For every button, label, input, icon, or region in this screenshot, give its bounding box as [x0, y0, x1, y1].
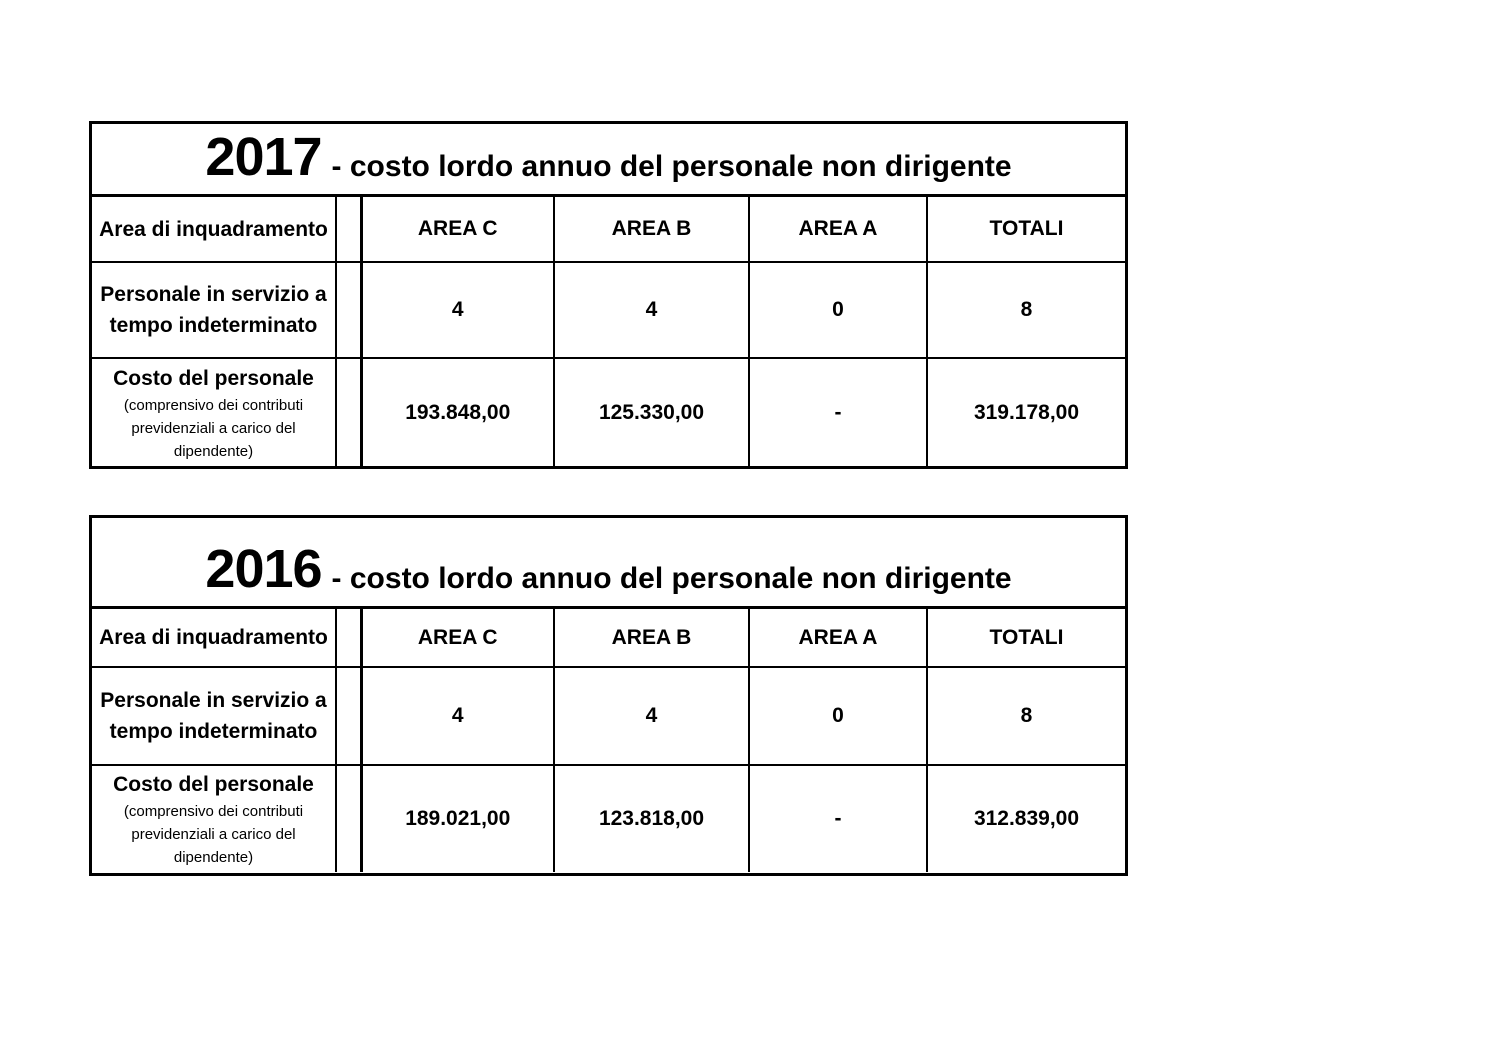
cost-grid: [92, 197, 1125, 466]
personale-label-cell: Personale in servizio a tempo indeterminato: [92, 262, 336, 358]
costo-area-b: 125.330,00: [554, 358, 749, 466]
costo-area-c: 189.021,00: [361, 765, 554, 872]
costo-area-a: -: [749, 358, 927, 466]
costo-row: [92, 358, 1125, 466]
personale-area-a: 0: [749, 667, 927, 765]
personale-totali: 8: [927, 667, 1125, 765]
personale-row: [92, 262, 1125, 358]
cost-table-2016: [89, 515, 1128, 876]
header-area-c: AREA C: [361, 609, 554, 667]
costo-label: Costo del personale: [113, 773, 314, 796]
personale-label-cell: Personale in servizio a tempo indeterminato: [92, 667, 336, 765]
header-area-a: AREA A: [749, 609, 927, 667]
costo-totali: 319.178,00: [927, 358, 1125, 466]
header-row: [92, 609, 1125, 667]
personale-area-c: 4: [361, 667, 554, 765]
header-area-c: AREA C: [361, 197, 554, 262]
header-area-b: AREA B: [554, 609, 749, 667]
personale-area-b: 4: [554, 667, 749, 765]
spacer-cell: [336, 197, 361, 262]
costo-sublabel: (comprensivo dei contributi previdenziali a carico del dipendente): [123, 803, 304, 866]
costo-totali: 312.839,00: [927, 765, 1125, 872]
costo-row: [92, 765, 1125, 872]
spacer-cell: [336, 609, 361, 667]
spacer-cell: [336, 358, 361, 466]
costo-label: Costo del personale: [113, 366, 314, 390]
personale-area-a: 0: [749, 262, 927, 358]
costo-label-cell: [92, 358, 336, 466]
header-area-a: AREA A: [749, 197, 927, 262]
area-label-cell: Area di inquadramento: [92, 197, 336, 262]
header-area-b: AREA B: [554, 197, 749, 262]
personale-area-b: 4: [554, 262, 749, 358]
header-totali: TOTALI: [927, 609, 1125, 667]
spacer-cell: [336, 765, 361, 872]
title-year: 2017: [205, 127, 322, 187]
header-totali: TOTALI: [927, 197, 1125, 262]
title-year: 2016: [205, 539, 322, 599]
title-text: - costo lordo annuo del personale non dirigente: [331, 150, 1012, 183]
costo-area-b: 123.818,00: [554, 765, 749, 872]
cost-grid: [92, 609, 1125, 872]
area-label-cell: Area di inquadramento: [92, 609, 336, 667]
personale-area-c: 4: [361, 262, 554, 358]
header-row: [92, 197, 1125, 262]
cost-table-2017: [89, 121, 1128, 469]
costo-area-c: 193.848,00: [361, 358, 554, 466]
spacer-cell: [336, 667, 361, 765]
table-title: [92, 518, 1125, 609]
table-title: [92, 124, 1125, 197]
costo-sublabel: (comprensivo dei contributi previdenziali a carico del dipendente): [123, 396, 304, 460]
personale-totali: 8: [927, 262, 1125, 358]
personale-row: [92, 667, 1125, 765]
costo-area-a: -: [749, 765, 927, 872]
spacer-cell: [336, 262, 361, 358]
title-text: - costo lordo annuo del personale non dirigente: [331, 562, 1012, 595]
costo-label-cell: [92, 765, 336, 872]
